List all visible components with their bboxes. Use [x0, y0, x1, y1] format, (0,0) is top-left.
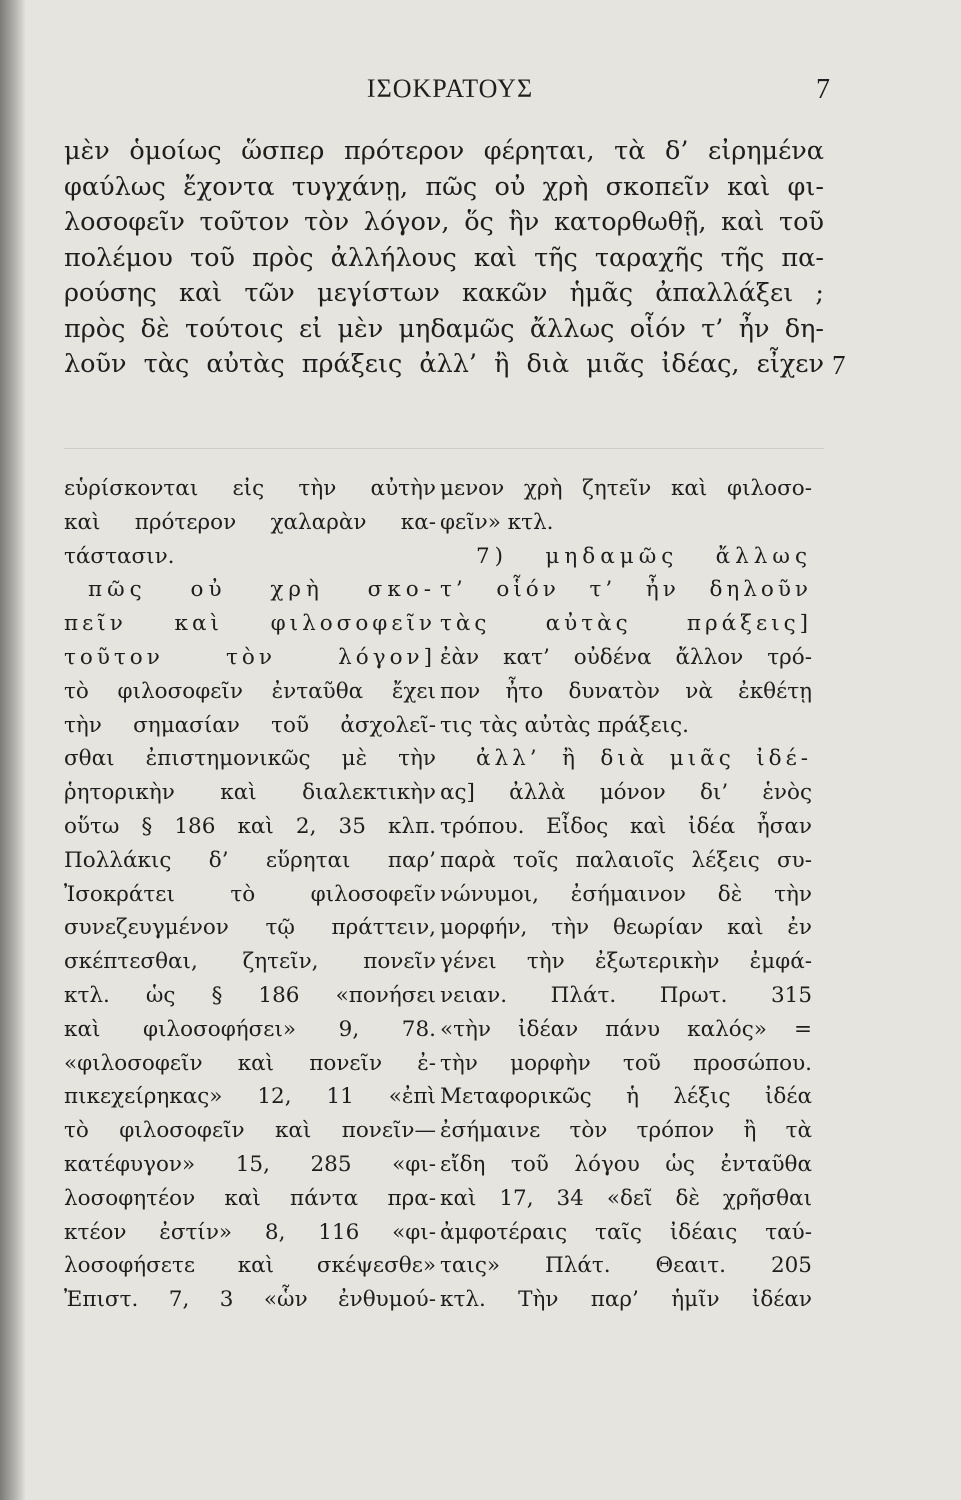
- note-line: σθαι ἐπιστημονικῶς μὲ τὴν: [64, 746, 436, 772]
- note-line: κτέον ἐστίν» 8, 116 «φι-: [64, 1219, 436, 1245]
- note-line: μορφήν, τὴν θεωρίαν καὶ ἐν: [440, 915, 812, 941]
- note-line: εὑρίσκονται εἰς τὴν αὐτὴν: [64, 476, 436, 501]
- note-line: λοσοφητέον καὶ πάντα πρα-: [64, 1185, 436, 1211]
- note-line: τὸ φιλοσοφεῖν ἐνταῦθα ἔχει: [64, 678, 436, 704]
- note-line: νειαν. Πλάτ. Πρωτ. 315: [440, 982, 812, 1008]
- page-number: 7: [816, 74, 830, 105]
- note-line: ἀμφοτέραις ταῖς ἰδέαις ταύ-: [440, 1219, 812, 1245]
- notes-left-column: [64, 472, 436, 1317]
- section-divider: [64, 448, 824, 449]
- note-line: καὶ πρότερον χαλαρὰν κα-: [64, 509, 436, 535]
- note-line: τις τὰς αὐτὰς πράξεις.: [440, 712, 689, 738]
- note-line: ῥητορικὴν καὶ διαλεκτικὴν: [64, 780, 436, 806]
- page-edge: [0, 0, 26, 1500]
- note-line: φεῖν» κτλ.: [440, 509, 554, 535]
- note-line: λοσοφήσετε καὶ σκέψεσθε»: [64, 1253, 436, 1279]
- note-line: παρὰ τοῖς παλαιοῖς λέξεις συ-: [440, 847, 812, 873]
- note-line: ἐὰν κατ’ οὐδένα ἄλλον τρό-: [440, 644, 812, 670]
- note-line: τὴν μορφὴν τοῦ προσώπου.: [440, 1050, 812, 1076]
- note-lemma: πῶς οὐ χρὴ σκο-: [88, 577, 436, 603]
- note-lemma: ἀλλ’ ἢ διὰ μιᾶς ἰδέ-: [476, 746, 812, 772]
- note-lemma: τὰς αὐτὰς πράξεις]: [440, 611, 812, 637]
- note-line: τὸ φιλοσοφεῖν καὶ πονεῖν—: [64, 1118, 436, 1144]
- note-line: καὶ 17, 34 «δεῖ δὲ χρῆσθαι: [440, 1185, 812, 1211]
- note-line: γένει τὴν ἐξωτερικὴν ἐμφά-: [440, 949, 812, 975]
- main-text-line: ρούσης καὶ τῶν μεγίστων κακῶν ἡμᾶς ἀπαλλάξει ;: [64, 278, 824, 308]
- note-line: κατέφυγον» 15, 285 «φι-: [64, 1151, 436, 1177]
- note-line: μενον χρὴ ζητεῖν καὶ φιλοσο-: [440, 476, 812, 501]
- note-line: τρόπου. Εἶδος καὶ ἰδέα ἦσαν: [440, 813, 812, 839]
- page-header: [70, 74, 830, 114]
- note-line: πικεχείρηκας» 12, 11 «ἐπὶ: [64, 1084, 436, 1110]
- note-line: πον ἦτο δυνατὸν νὰ ἐκθέτῃ: [440, 678, 812, 704]
- note-line: τάστασιν.: [64, 543, 175, 569]
- main-text-line: φαύλως ἔχοντα τυγχάνῃ, πῶς οὐ χρὴ σκοπεῖν καὶ φι-: [64, 171, 824, 202]
- note-line: κτλ. Τὴν παρ’ ἡμῖν ἰδέαν: [440, 1287, 812, 1313]
- running-title: ΙΣΟΚΡΑΤΟΥΣ: [366, 74, 534, 103]
- note-line: Ἐπιστ. 7, 3 «ὧν ἐνθυμού-: [64, 1287, 436, 1313]
- note-lemma: τοῦτον τὸν λόγον]: [64, 644, 436, 670]
- note-line: εἴδη τοῦ λόγου ὡς ἐνταῦθα: [440, 1151, 812, 1177]
- note-line: Πολλάκις δ’ εὕρηται παρ’: [64, 847, 436, 873]
- note-line: σκέπτεσθαι, ζητεῖν, πονεῖν: [64, 949, 436, 975]
- note-line: τὴν σημασίαν τοῦ ἀσχολεῖ-: [64, 712, 436, 738]
- note-lemma: 7) μηδαμῶς ἄλλως: [476, 543, 812, 569]
- note-line: Ἰσοκράτει τὸ φιλοσοφεῖν: [64, 881, 436, 907]
- note-line: ας] ἀλλὰ μόνον δι’ ἑνὸς: [440, 780, 812, 806]
- note-lemma: τ’ οἷόν τ’ ἦν δηλοῦν: [440, 577, 812, 603]
- note-line: κτλ. ὡς § 186 «πονήσει: [64, 982, 436, 1008]
- note-line: ἐσήμαινε τὸν τρόπον ἢ τὰ: [440, 1118, 812, 1144]
- note-line: «τὴν ἰδέαν πάνυ καλός» =: [440, 1016, 812, 1042]
- main-text-line: μὲν ὁμοίως ὥσπερ πρότερον φέρηται, τὰ δ’ εἰρημένα: [64, 136, 824, 166]
- note-line: «φιλοσοφεῖν καὶ πονεῖν ἐ-: [64, 1050, 436, 1076]
- margin-line-number: 7: [832, 350, 846, 380]
- main-text-line: πρὸς δὲ τούτοις εἰ μὲν μηδαμῶς ἄλλως οἷόν τ’ ἦν δη-: [64, 313, 824, 344]
- main-text-line: πολέμου τοῦ πρὸς ἀλλήλους καὶ τῆς ταραχῆς τῆς πα-: [64, 242, 824, 273]
- note-line: οὕτω § 186 καὶ 2, 35 κλπ.: [64, 813, 436, 839]
- main-text-line: λοσοφεῖν τοῦτον τὸν λόγον, ὅς ἣν κατορθωθῇ, καὶ τοῦ: [64, 207, 824, 237]
- main-text: [64, 134, 824, 383]
- note-line: καὶ φιλοσοφήσει» 9, 78.: [64, 1016, 436, 1042]
- note-line: ταις» Πλάτ. Θεαιτ. 205: [440, 1253, 812, 1279]
- note-lemma: πεῖν καὶ φιλοσοφεῖν: [64, 611, 436, 637]
- notes-right-column: [440, 472, 812, 1317]
- note-line: συνεζευγμένον τῷ πράττειν,: [64, 915, 436, 941]
- note-line: Μεταφορικῶς ἡ λέξις ἰδέα: [440, 1084, 812, 1110]
- note-line: νώνυμοι, ἐσήμαινον δὲ τὴν: [440, 881, 812, 907]
- main-text-line: λοῦν τὰς αὐτὰς πράξεις ἀλλ’ ἢ διὰ μιᾶς ἰδέας, εἶχεν: [64, 349, 824, 379]
